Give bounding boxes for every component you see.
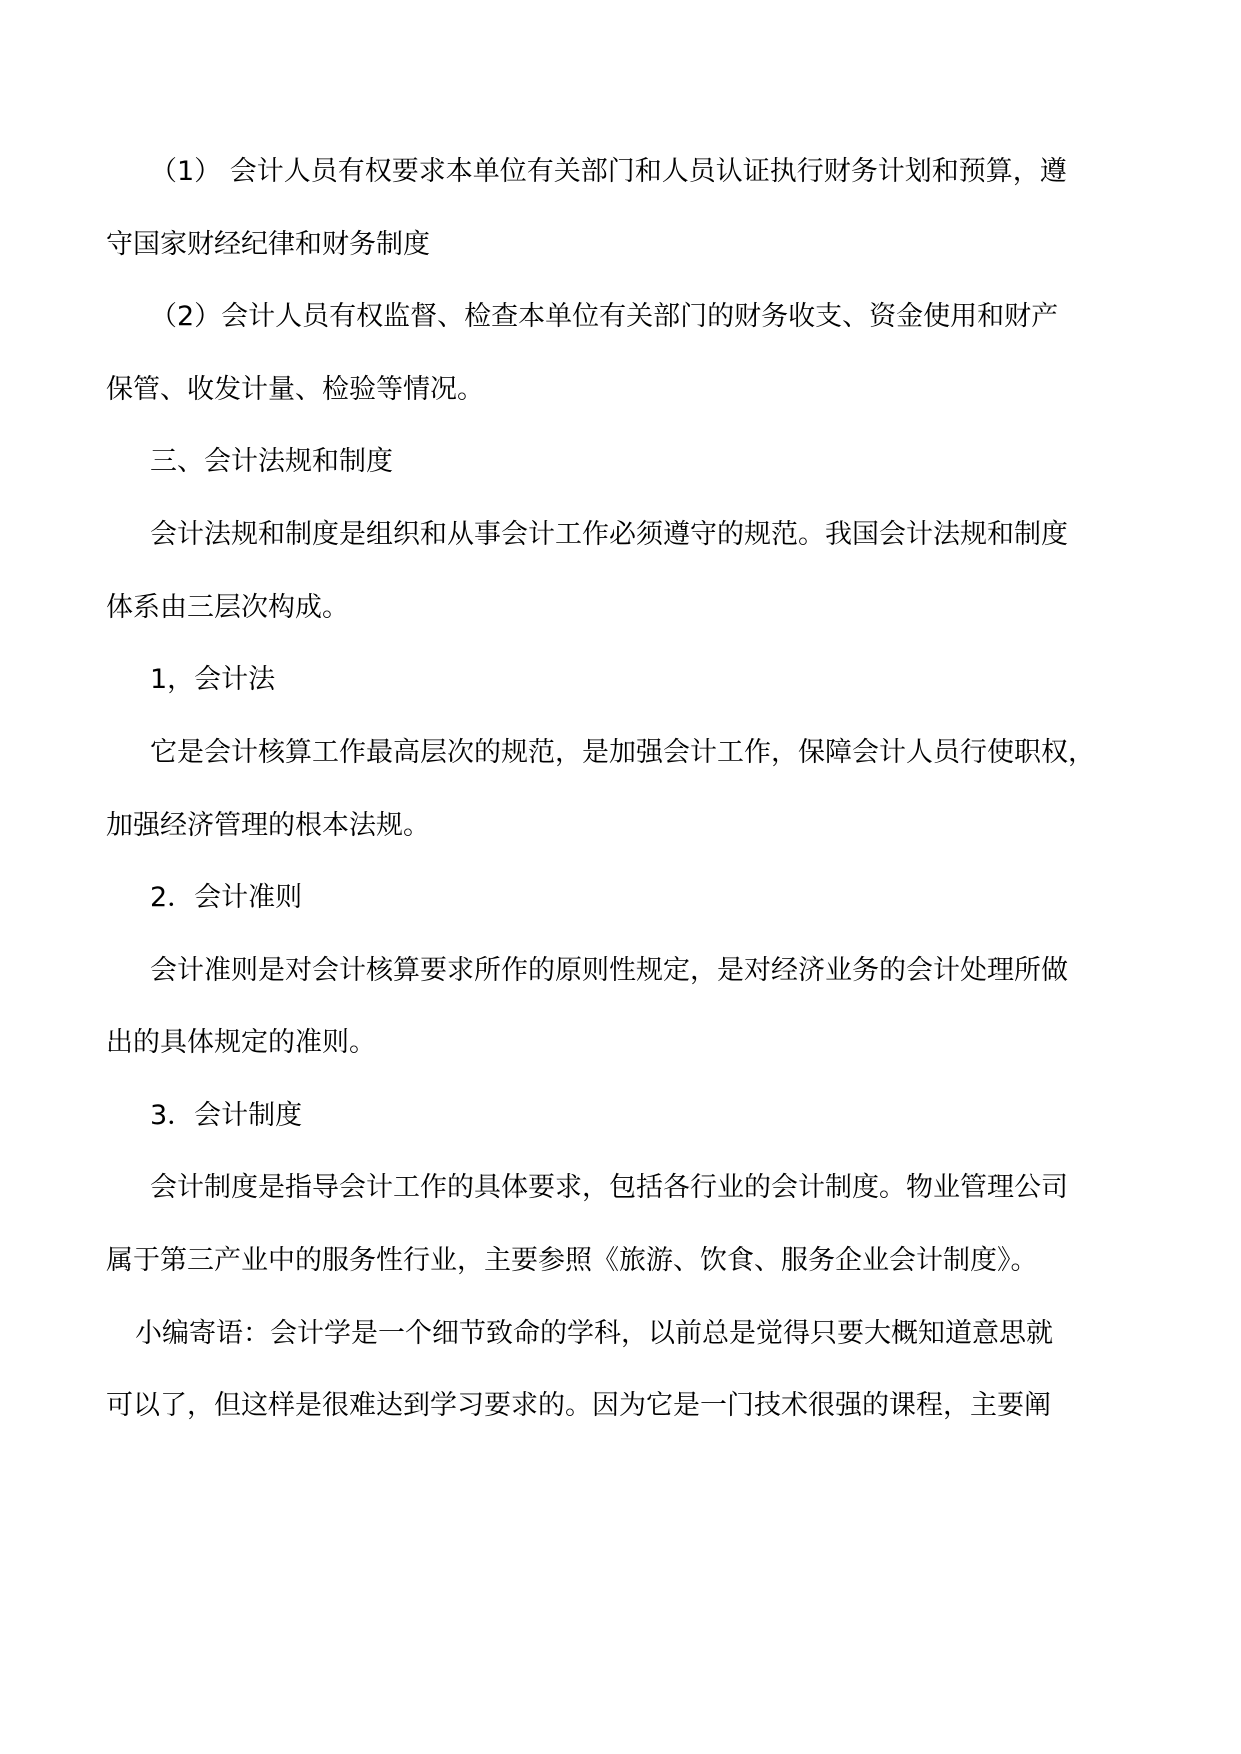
paragraph-line: （2）会计人员有权监督、检查本单位有关部门的财务收支、资金使用和财产: [150, 301, 1059, 332]
paragraph-line: 会计准则是对会计核算要求所作的原则性规定，是对经济业务的会计处理所做: [150, 955, 1068, 986]
paragraph-line: 会计法规和制度是组织和从事会计工作必须遵守的规范。我国会计法规和制度: [150, 519, 1068, 550]
paragraph-line: 加强经济管理的根本法规。: [106, 810, 430, 841]
paragraph-line: 它是会计核算工作最高层次的规范，是加强会计工作，保障会计人员行使职权，: [150, 737, 1095, 768]
paragraph-line: 会计制度是指导会计工作的具体要求，包括各行业的会计制度。物业管理公司: [150, 1172, 1068, 1203]
subsection-heading: 3．会计制度: [150, 1100, 303, 1131]
editor-note-line: 小编寄语：会计学是一个细节致命的学科，以前总是觉得只要大概知道意思就: [135, 1318, 1053, 1349]
paragraph-line: （1） 会计人员有权要求本单位有关部门和人员认证执行财务计划和预算，遵: [150, 156, 1067, 187]
editor-note-line: 可以了，但这样是很难达到学习要求的。因为它是一门技术很强的课程，主要阐: [106, 1390, 1051, 1421]
paragraph-line: 体系由三层次构成。: [106, 592, 349, 623]
paragraph-line: 出的具体规定的准则。: [106, 1027, 376, 1058]
paragraph-line: 守国家财经纪律和财务制度: [106, 229, 430, 260]
paragraph-line: 保管、收发计量、检验等情况。: [106, 374, 484, 405]
paragraph-line: 属于第三产业中的服务性行业，主要参照《旅游、饮食、服务企业会计制度》。: [106, 1245, 1038, 1276]
subsection-heading: 1，会计法: [150, 664, 276, 695]
subsection-heading: 2．会计准则: [150, 882, 303, 913]
section-heading: 三、会计法规和制度: [150, 446, 393, 477]
